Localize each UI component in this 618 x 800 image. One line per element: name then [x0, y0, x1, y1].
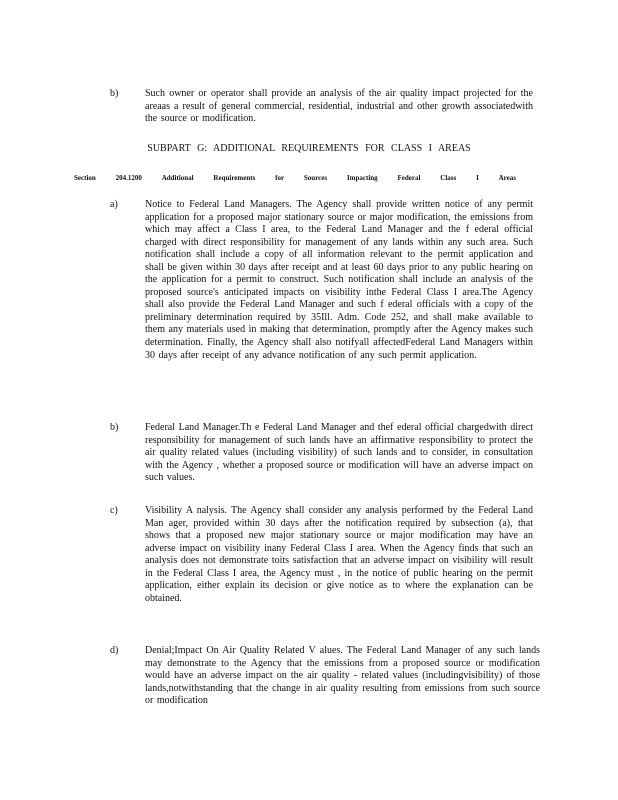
section-title-word: Additional — [161, 174, 194, 182]
paragraph-text: Federal Land Manager.Th e Federal Land Manager and thef ederal official chargedwith direct responsibility for management of such lands have an affirmative responsibility to protect the air quality related values (including visibility) of such lands and to consider, in consultation with the Agency , whether a proposed source or modification will have an adverse impact on such values. — [145, 422, 533, 484]
section-title-word: Class — [440, 174, 457, 182]
section-title-word: Impacting — [346, 174, 378, 182]
section-word: Section — [74, 174, 96, 182]
section-title-word: Areas — [498, 174, 516, 182]
paragraph-text: Notice to Federal Land Managers. The Agency shall provide written notice of any permit application for a proposed major stationary source or major modification, the emissions from which may affect a Class I area, to the Federal Land Manager and the f ederal official charged with direct responsibility for management of any lands within any such area. Such notification shall include a copy of all information relevant to the permit application and shall be given within 30 days after receipt and at least 60 days prior to any public hearing on the application for a permit to construct. Such notification shall include an analysis of the proposed source's anticipated impacts on visibility inthe Federal Class I area.The Agency shall also provide the Federal Land Manager and such f ederal officials with a copy of the preliminary determination required by 35Ill. Adm. Code 252, and shall make available to them any materials used in making that determination, promptly after the Agency makes such determination. Finally, the Agency shall also notifyall affectedFederal Land Managers within 30 days after receipt of any advance notification of any such permit application. — [145, 199, 533, 361]
paragraph-label: b) — [110, 88, 119, 99]
section-heading — [74, 174, 516, 183]
paragraph-text: Such owner or operator shall provide an analysis of the air quality impact projected for the areaas a result of general commercial, residential, industrial and other growth associatedwith the source or modification. — [145, 88, 533, 125]
paragraph-label: b) — [110, 422, 119, 433]
subpart-heading: SUBPART G: ADDITIONAL REQUIREMENTS FOR CLASS I AREAS — [147, 143, 471, 154]
paragraph-label: c) — [110, 505, 118, 516]
section-title-word: for — [275, 174, 285, 182]
paragraph-label: d) — [110, 645, 119, 656]
section-number: 204.1200 — [115, 174, 142, 182]
section-title-word: Federal — [397, 174, 421, 182]
paragraph-label: a) — [110, 199, 118, 210]
paragraph-text: Denial;Impact On Air Quality Related V alues. The Federal Land Manager of any such lands may demonstrate to the Agency that the emissions from a proposed source or modification would have an adverse impact on the air quality - related values (includingvisibility) of those lands,notwithstanding that the change in air quality resulting from emissions from such source or modification — [145, 645, 540, 707]
section-title-word: Requirements — [213, 174, 256, 182]
paragraph-text: Visibility A nalysis. The Agency shall consider any analysis performed by the Federal Land Man ager, provided within 30 days after the notification required by subsection (a), that shows that a proposed new major stationary source or major modification may have an adverse impact on visibility inany Federal Class I area. When the Agency finds that such an analysis does not demonstrate toits satisfaction that an adverse impact on visibility will result in the Federal Class I area, the Agency must , in the notice of public hearing on the permit application, either explain its decision or give notice as to where the explanation can be obtained. — [145, 505, 533, 604]
section-title-word: I — [476, 174, 479, 182]
section-title-word: Sources — [303, 174, 328, 182]
